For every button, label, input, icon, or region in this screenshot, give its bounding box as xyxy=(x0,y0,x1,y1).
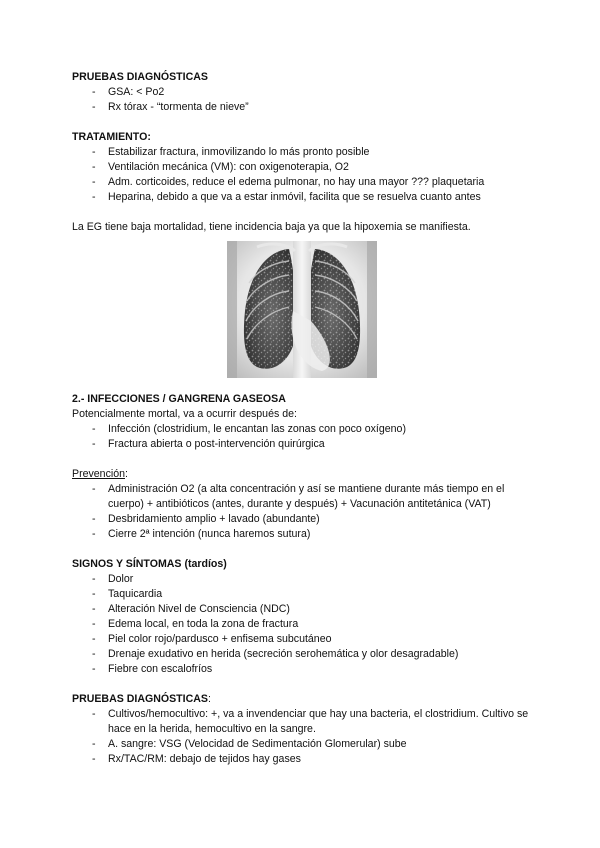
list-item: - GSA: < Po2 xyxy=(72,85,542,100)
pruebas2-list xyxy=(72,707,542,767)
chest-xray-graphic xyxy=(227,241,377,378)
prevencion-list xyxy=(72,482,542,542)
list-item: - A. sangre: VSG (Velocidad de Sedimentación Glomerular) sube xyxy=(72,737,542,752)
list-item: - Cierre 2ª intención (nunca haremos sutura) xyxy=(72,527,542,542)
list-item: - Drenaje exudativo en herida (secreción serohemática y olor desagradable) xyxy=(72,647,542,662)
heading-pruebas-diagnosticas: PRUEBAS DIAGNÓSTICAS xyxy=(72,71,208,83)
list-item: - Fiebre con escalofríos xyxy=(72,662,542,677)
list-item: - Piel color rojo/pardusco + enfisema subcutáneo xyxy=(72,632,542,647)
heading-prevencion xyxy=(72,467,542,482)
list-item: - Ventilación mecánica (VM): con oxigenoterapia, O2 xyxy=(72,160,542,175)
document-page xyxy=(72,70,542,767)
tratamiento-list xyxy=(72,145,542,205)
heading-signos-sintomas: SIGNOS Y SÍNTOMAS (tardíos) xyxy=(72,558,227,570)
list-item: - Rx tórax - “tormenta de nieve” xyxy=(72,100,542,115)
heading-tratamiento: TRATAMIENTO: xyxy=(72,131,151,143)
list-item: - Infección (clostridium, le encantan las zonas con poco oxígeno) xyxy=(72,422,542,437)
list-item: - Heparina, debido a que va a estar inmóvil, facilita que se resuelva cuanto antes xyxy=(72,190,542,205)
list-item: - Administración O2 (a alta concentración y así se mantiene durante más tiempo en el cuerpo) + antibióticos (antes, durante y después) + Vacunación antitetánica (VAT) xyxy=(72,482,542,512)
pruebas2-colon: : xyxy=(207,693,211,705)
heading-infecciones: 2.- INFECCIONES / GANGRENA GASEOSA xyxy=(72,393,286,405)
eg-note: La EG tiene baja mortalidad, tiene incidencia baja ya que la hipoxemia se manifiesta. xyxy=(72,221,471,233)
heading-pruebas-diagnosticas-2 xyxy=(72,692,542,707)
pruebas2-title: PRUEBAS DIAGNÓSTICAS xyxy=(72,693,208,705)
signos-list xyxy=(72,572,542,677)
list-item: - Rx/TAC/RM: debajo de tejidos hay gases xyxy=(72,752,542,767)
infecciones-list xyxy=(72,422,542,452)
list-item: - Estabilizar fractura, inmovilizando lo más pronto posible xyxy=(72,145,542,160)
list-item: - Adm. corticoides, reduce el edema pulmonar, no hay una mayor ??? plaquetaria xyxy=(72,175,542,190)
list-item: - Desbridamiento amplio + lavado (abundante) xyxy=(72,512,542,527)
list-item: - Taquicardia xyxy=(72,587,542,602)
chest-xray-image xyxy=(227,241,377,378)
list-item: - Alteración Nivel de Consciencia (NDC) xyxy=(72,602,542,617)
infecciones-intro: Potencialmente mortal, va a ocurrir después de: xyxy=(72,408,297,420)
list-item: - Dolor xyxy=(72,572,542,587)
prevencion-colon: : xyxy=(125,468,128,480)
list-item: - Cultivos/hemocultivo: +, va a invendenciar que hay una bacteria, el clostridium. Cultivo se hace en la herida, hemocultivo en la sangre. xyxy=(72,707,542,737)
prevencion-title: Prevención xyxy=(72,468,125,480)
list-item: - Edema local, en toda la zona de fractura xyxy=(72,617,542,632)
pruebas-list xyxy=(72,85,542,115)
list-item: - Fractura abierta o post-intervención quirúrgica xyxy=(72,437,542,452)
